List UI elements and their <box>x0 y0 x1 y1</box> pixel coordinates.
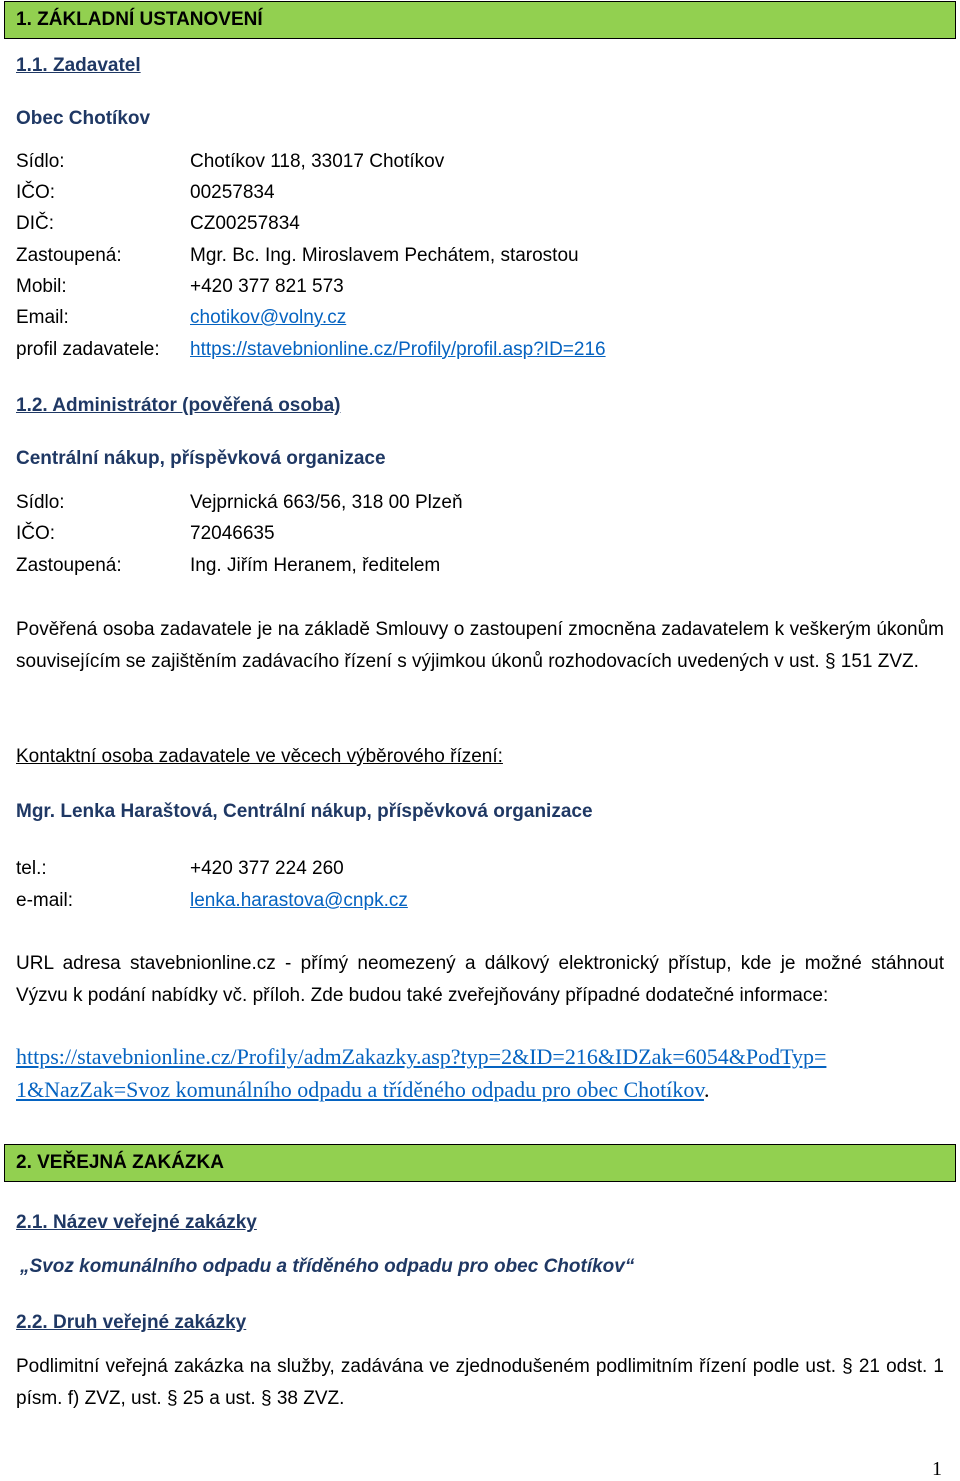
administrator-zastoupena-value: Ing. Jiřím Heranem, ředitelem <box>190 555 441 576</box>
zadavatel-ico-value: 00257834 <box>190 182 275 203</box>
administrator-sidlo-label: Sídlo: <box>16 492 65 513</box>
section-1-title: 1. ZÁKLADNÍ USTANOVENÍ <box>16 9 263 30</box>
section-2-title: 2. VEŘEJNÁ ZAKÁZKA <box>16 1152 224 1173</box>
kontakt-url-link-line2[interactable]: 1&NazZak=Svoz komunálního odpadu a tříděného odpadu pro obec Chotíkov <box>16 1077 704 1102</box>
zadavatel-zastoupena-value: Mgr. Bc. Ing. Miroslavem Pechátem, starostou <box>190 245 579 266</box>
administrator-zastoupena-label: Zastoupená: <box>16 555 122 576</box>
kontakt-url-text: URL adresa stavebnionline.cz - přímý neomezený a dálkový elektronický přístup, kde je možné stáhnout Výzvu k podání nabídky vč. příloh. Zde budou také zveřejňovány případné dodatečné informace: <box>16 953 944 1006</box>
zadavatel-mobil-value: +420 377 821 573 <box>190 276 344 297</box>
zadavatel-sidlo-label: Sídlo: <box>16 151 65 172</box>
administrator-paragraph: Pověřená osoba zadavatele je na základě Smlouvy o zastoupení zmocněna zadavatelem k veškerým úkonům souvisejícím se zajištěním zadávacího řízení s výjimkou úkonů rozhodovacích uvedených v ust. § 151 ZVZ. <box>16 619 944 672</box>
administrator-heading: 1.2. Administrátor (pověřená osoba) <box>16 395 341 416</box>
zadavatel-profil-link[interactable]: https://stavebnionline.cz/Profily/profil.asp?ID=216 <box>190 339 606 360</box>
zakazka-nazev-heading: 2.1. Název veřejné zakázky <box>16 1212 257 1233</box>
administrator-ico-value: 72046635 <box>190 523 275 544</box>
zadavatel-dic-label: DIČ: <box>16 213 54 234</box>
kontakt-tel-value: +420 377 224 260 <box>190 858 344 879</box>
zakazka-druh-text: Podlimitní veřejná zakázka na služby, zadávána ve zjednodušeném podlimitním řízení podle ust. § 21 odst. 1 písm. f) ZVZ, ust. § 25 a ust. § 38 ZVZ. <box>16 1356 944 1409</box>
zadavatel-email-label: Email: <box>16 307 69 328</box>
zadavatel-sidlo-value: Chotíkov 118, 33017 Chotíkov <box>190 151 445 172</box>
zadavatel-email-link[interactable]: chotikov@volny.cz <box>190 307 347 328</box>
section-1-header <box>4 1 956 39</box>
kontakt-heading: Kontaktní osoba zadavatele ve věcech výběrového řízení: <box>16 746 503 767</box>
kontakt-email-label: e-mail: <box>16 890 74 911</box>
zadavatel-dic-value: CZ00257834 <box>190 213 300 234</box>
kontakt-tel-label: tel.: <box>16 858 47 879</box>
kontakt-email-link[interactable]: lenka.harastova@cnpk.cz <box>190 890 408 911</box>
zadavatel-zastoupena-label: Zastoupená: <box>16 245 122 266</box>
page-number: 1 <box>932 1458 942 1480</box>
zadavatel-heading: 1.1. Zadavatel <box>16 55 141 76</box>
administrator-ico-label: IČO: <box>16 523 56 544</box>
kontakt-url-link-line1[interactable]: https://stavebnionline.cz/Profily/admZakazky.asp?typ=2&ID=216&IDZak=6054&PodTyp= <box>16 1044 827 1069</box>
zadavatel-ico-label: IČO: <box>16 182 56 203</box>
zakazka-nazev: „Svoz komunálního odpadu a tříděného odpadu pro obec Chotíkov“ <box>20 1256 635 1277</box>
zadavatel-name: Obec Chotíkov <box>16 108 151 129</box>
zadavatel-profil-label: profil zadavatele: <box>16 339 160 360</box>
administrator-sidlo-value: Vejprnická 663/56, 318 00 Plzeň <box>190 492 463 513</box>
zakazka-druh-heading: 2.2. Druh veřejné zakázky <box>16 1312 247 1333</box>
section-2-header <box>4 1144 956 1182</box>
zadavatel-mobil-label: Mobil: <box>16 276 67 297</box>
administrator-name: Centrální nákup, příspěvková organizace <box>16 448 386 469</box>
kontakt-url-line2-wrap <box>16 1078 709 1102</box>
kontakt-url-end: . <box>703 1077 710 1102</box>
kontakt-person: Mgr. Lenka Haraštová, Centrální nákup, příspěvková organizace <box>16 801 593 822</box>
